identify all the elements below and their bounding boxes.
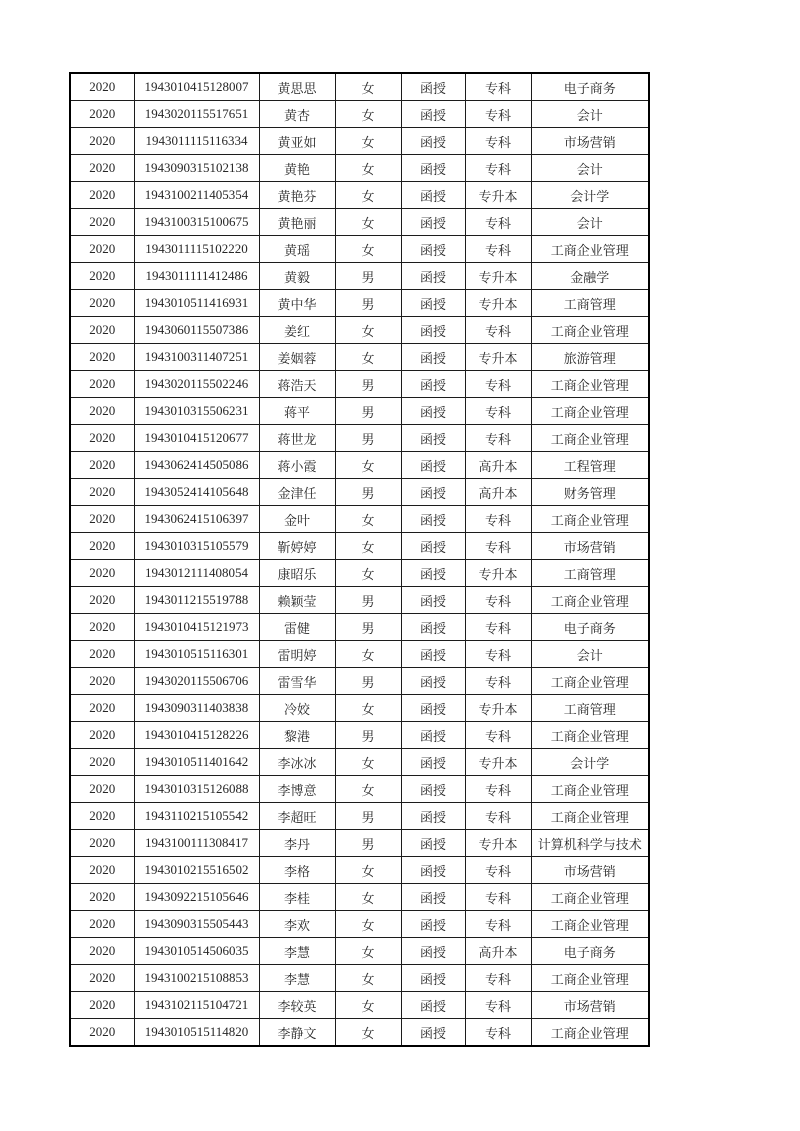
cell-student-id: 1943020115517651: [134, 101, 259, 128]
cell-name: 雷明婷: [259, 641, 335, 668]
cell-level: 专升本: [465, 344, 531, 371]
cell-name: 李慧: [259, 965, 335, 992]
cell-gender: 女: [335, 965, 401, 992]
cell-major: 工商管理: [531, 290, 649, 317]
cell-level: 专科: [465, 425, 531, 452]
cell-level: 专科: [465, 1019, 531, 1047]
cell-name: 李静文: [259, 1019, 335, 1047]
cell-student-id: 1943100211405354: [134, 182, 259, 209]
table-row: [70, 479, 649, 506]
cell-gender: 女: [335, 992, 401, 1019]
cell-major: 市场营销: [531, 533, 649, 560]
table-row: [70, 695, 649, 722]
cell-level: 专升本: [465, 263, 531, 290]
cell-study-mode: 函授: [401, 128, 465, 155]
table-row: [70, 425, 649, 452]
cell-year: 2020: [70, 1019, 134, 1047]
cell-year: 2020: [70, 587, 134, 614]
table-row: [70, 992, 649, 1019]
cell-study-mode: 函授: [401, 263, 465, 290]
cell-student-id: 1943010315126088: [134, 776, 259, 803]
table-row: [70, 155, 649, 182]
cell-year: 2020: [70, 992, 134, 1019]
cell-level: 专科: [465, 398, 531, 425]
cell-student-id: 1943010415128007: [134, 73, 259, 101]
cell-year: 2020: [70, 452, 134, 479]
cell-study-mode: 函授: [401, 857, 465, 884]
table-row: [70, 317, 649, 344]
cell-level: 高升本: [465, 938, 531, 965]
cell-student-id: 1943100111308417: [134, 830, 259, 857]
table-row: [70, 776, 649, 803]
cell-year: 2020: [70, 965, 134, 992]
cell-level: 专升本: [465, 830, 531, 857]
cell-major: 市场营销: [531, 128, 649, 155]
cell-major: 工程管理: [531, 452, 649, 479]
cell-level: 专升本: [465, 182, 531, 209]
table-row: [70, 668, 649, 695]
cell-year: 2020: [70, 263, 134, 290]
cell-student-id: 1943011215519788: [134, 587, 259, 614]
cell-name: 赖颖莹: [259, 587, 335, 614]
student-enrollment-table: [69, 72, 650, 1047]
table-row: [70, 614, 649, 641]
table-row: [70, 236, 649, 263]
cell-study-mode: 函授: [401, 749, 465, 776]
table-row: [70, 965, 649, 992]
cell-major: 工商企业管理: [531, 965, 649, 992]
cell-study-mode: 函授: [401, 776, 465, 803]
cell-name: 康昭乐: [259, 560, 335, 587]
cell-name: 姜姻蓉: [259, 344, 335, 371]
cell-level: 专科: [465, 722, 531, 749]
cell-gender: 男: [335, 479, 401, 506]
cell-major: 电子商务: [531, 614, 649, 641]
cell-student-id: 1943010215516502: [134, 857, 259, 884]
cell-gender: 女: [335, 182, 401, 209]
cell-student-id: 1943010315506231: [134, 398, 259, 425]
cell-major: 工商管理: [531, 560, 649, 587]
cell-level: 专科: [465, 641, 531, 668]
cell-student-id: 1943090315102138: [134, 155, 259, 182]
cell-major: 财务管理: [531, 479, 649, 506]
cell-level: 专科: [465, 101, 531, 128]
cell-name: 金叶: [259, 506, 335, 533]
cell-gender: 女: [335, 1019, 401, 1047]
cell-name: 蒋平: [259, 398, 335, 425]
cell-name: 黄杏: [259, 101, 335, 128]
cell-study-mode: 函授: [401, 371, 465, 398]
cell-name: 黄思思: [259, 73, 335, 101]
cell-major: 工商企业管理: [531, 668, 649, 695]
cell-level: 专升本: [465, 695, 531, 722]
cell-gender: 女: [335, 533, 401, 560]
cell-gender: 男: [335, 371, 401, 398]
cell-level: 专科: [465, 668, 531, 695]
cell-level: 专科: [465, 992, 531, 1019]
cell-major: 电子商务: [531, 73, 649, 101]
cell-study-mode: 函授: [401, 668, 465, 695]
cell-student-id: 1943011115116334: [134, 128, 259, 155]
cell-level: 专科: [465, 317, 531, 344]
cell-gender: 女: [335, 857, 401, 884]
cell-major: 金融学: [531, 263, 649, 290]
cell-student-id: 1943010415120677: [134, 425, 259, 452]
cell-study-mode: 函授: [401, 938, 465, 965]
cell-gender: 女: [335, 236, 401, 263]
cell-level: 专科: [465, 73, 531, 101]
cell-student-id: 1943062415106397: [134, 506, 259, 533]
cell-student-id: 1943100311407251: [134, 344, 259, 371]
cell-study-mode: 函授: [401, 722, 465, 749]
cell-level: 高升本: [465, 452, 531, 479]
cell-level: 专科: [465, 911, 531, 938]
cell-year: 2020: [70, 749, 134, 776]
cell-student-id: 1943052414105648: [134, 479, 259, 506]
cell-year: 2020: [70, 317, 134, 344]
table-row: [70, 857, 649, 884]
cell-gender: 女: [335, 695, 401, 722]
cell-name: 蒋世龙: [259, 425, 335, 452]
cell-year: 2020: [70, 857, 134, 884]
cell-study-mode: 函授: [401, 155, 465, 182]
cell-name: 黄艳芬: [259, 182, 335, 209]
cell-study-mode: 函授: [401, 479, 465, 506]
cell-name: 李博意: [259, 776, 335, 803]
cell-gender: 女: [335, 317, 401, 344]
cell-gender: 男: [335, 263, 401, 290]
cell-study-mode: 函授: [401, 884, 465, 911]
table-row: [70, 803, 649, 830]
cell-gender: 女: [335, 344, 401, 371]
cell-name: 李较英: [259, 992, 335, 1019]
cell-major: 工商企业管理: [531, 506, 649, 533]
table-row: [70, 587, 649, 614]
cell-study-mode: 函授: [401, 830, 465, 857]
cell-gender: 女: [335, 452, 401, 479]
cell-year: 2020: [70, 722, 134, 749]
cell-name: 蒋小霞: [259, 452, 335, 479]
cell-study-mode: 函授: [401, 965, 465, 992]
cell-gender: 女: [335, 128, 401, 155]
table-row: [70, 73, 649, 101]
table-row: [70, 560, 649, 587]
cell-student-id: 1943060115507386: [134, 317, 259, 344]
cell-year: 2020: [70, 182, 134, 209]
cell-study-mode: 函授: [401, 236, 465, 263]
cell-name: 李慧: [259, 938, 335, 965]
table-row: [70, 938, 649, 965]
cell-major: 工商企业管理: [531, 722, 649, 749]
cell-study-mode: 函授: [401, 73, 465, 101]
cell-level: 专科: [465, 614, 531, 641]
cell-student-id: 1943090311403838: [134, 695, 259, 722]
table-row: [70, 371, 649, 398]
table-row: [70, 641, 649, 668]
cell-student-id: 1943010515116301: [134, 641, 259, 668]
cell-gender: 男: [335, 425, 401, 452]
cell-major: 工商企业管理: [531, 236, 649, 263]
cell-gender: 男: [335, 614, 401, 641]
table-row: [70, 290, 649, 317]
cell-level: 专科: [465, 857, 531, 884]
cell-level: 专科: [465, 155, 531, 182]
cell-study-mode: 函授: [401, 560, 465, 587]
table-row: [70, 1019, 649, 1047]
cell-major: 会计: [531, 155, 649, 182]
cell-name: 冷姣: [259, 695, 335, 722]
cell-student-id: 1943012111408054: [134, 560, 259, 587]
cell-year: 2020: [70, 236, 134, 263]
cell-student-id: 1943010511416931: [134, 290, 259, 317]
cell-student-id: 1943092215105646: [134, 884, 259, 911]
cell-name: 黄艳丽: [259, 209, 335, 236]
cell-name: 黄艳: [259, 155, 335, 182]
cell-gender: 女: [335, 560, 401, 587]
cell-name: 李格: [259, 857, 335, 884]
cell-study-mode: 函授: [401, 317, 465, 344]
cell-student-id: 1943010315105579: [134, 533, 259, 560]
cell-year: 2020: [70, 533, 134, 560]
cell-study-mode: 函授: [401, 425, 465, 452]
table-row: [70, 344, 649, 371]
cell-year: 2020: [70, 803, 134, 830]
cell-gender: 女: [335, 155, 401, 182]
table-row: [70, 722, 649, 749]
cell-level: 专科: [465, 533, 531, 560]
cell-student-id: 1943011115102220: [134, 236, 259, 263]
cell-study-mode: 函授: [401, 398, 465, 425]
cell-gender: 女: [335, 884, 401, 911]
cell-student-id: 1943010511401642: [134, 749, 259, 776]
cell-year: 2020: [70, 209, 134, 236]
table-row: [70, 101, 649, 128]
table-row: [70, 452, 649, 479]
table-row: [70, 263, 649, 290]
cell-name: 黄亚如: [259, 128, 335, 155]
cell-level: 专科: [465, 776, 531, 803]
cell-major: 工商企业管理: [531, 1019, 649, 1047]
table-row: [70, 533, 649, 560]
cell-major: 工商企业管理: [531, 803, 649, 830]
cell-study-mode: 函授: [401, 182, 465, 209]
table-row: [70, 182, 649, 209]
cell-gender: 女: [335, 73, 401, 101]
cell-major: 会计: [531, 209, 649, 236]
cell-gender: 男: [335, 722, 401, 749]
cell-year: 2020: [70, 911, 134, 938]
cell-gender: 男: [335, 290, 401, 317]
cell-major: 会计: [531, 641, 649, 668]
cell-major: 工商管理: [531, 695, 649, 722]
cell-major: 工商企业管理: [531, 776, 649, 803]
cell-study-mode: 函授: [401, 344, 465, 371]
cell-gender: 男: [335, 398, 401, 425]
cell-level: 专科: [465, 506, 531, 533]
cell-major: 会计学: [531, 749, 649, 776]
cell-gender: 女: [335, 749, 401, 776]
table-row: [70, 884, 649, 911]
cell-gender: 男: [335, 668, 401, 695]
cell-name: 李桂: [259, 884, 335, 911]
cell-level: 专升本: [465, 290, 531, 317]
cell-year: 2020: [70, 776, 134, 803]
cell-student-id: 1943020115506706: [134, 668, 259, 695]
cell-year: 2020: [70, 73, 134, 101]
cell-major: 工商企业管理: [531, 425, 649, 452]
cell-name: 黎港: [259, 722, 335, 749]
cell-student-id: 1943100215108853: [134, 965, 259, 992]
cell-year: 2020: [70, 290, 134, 317]
cell-student-id: 1943090315505443: [134, 911, 259, 938]
table-row: [70, 749, 649, 776]
cell-name: 黄中华: [259, 290, 335, 317]
cell-study-mode: 函授: [401, 992, 465, 1019]
cell-student-id: 1943010514506035: [134, 938, 259, 965]
cell-year: 2020: [70, 344, 134, 371]
cell-name: 黄瑶: [259, 236, 335, 263]
cell-major: 市场营销: [531, 992, 649, 1019]
cell-student-id: 1943010415121973: [134, 614, 259, 641]
cell-study-mode: 函授: [401, 911, 465, 938]
cell-year: 2020: [70, 425, 134, 452]
cell-gender: 女: [335, 776, 401, 803]
table-row: [70, 506, 649, 533]
cell-name: 蒋浩天: [259, 371, 335, 398]
cell-name: 黄毅: [259, 263, 335, 290]
cell-level: 专科: [465, 884, 531, 911]
cell-year: 2020: [70, 128, 134, 155]
cell-study-mode: 函授: [401, 695, 465, 722]
cell-major: 电子商务: [531, 938, 649, 965]
cell-study-mode: 函授: [401, 533, 465, 560]
cell-year: 2020: [70, 938, 134, 965]
table-row: [70, 398, 649, 425]
cell-study-mode: 函授: [401, 452, 465, 479]
cell-major: 会计: [531, 101, 649, 128]
cell-year: 2020: [70, 830, 134, 857]
cell-student-id: 1943010515114820: [134, 1019, 259, 1047]
cell-name: 李欢: [259, 911, 335, 938]
cell-year: 2020: [70, 101, 134, 128]
cell-student-id: 1943062414505086: [134, 452, 259, 479]
cell-gender: 男: [335, 803, 401, 830]
cell-major: 工商企业管理: [531, 587, 649, 614]
table-row: [70, 128, 649, 155]
cell-student-id: 1943110215105542: [134, 803, 259, 830]
cell-major: 会计学: [531, 182, 649, 209]
cell-major: 工商企业管理: [531, 371, 649, 398]
cell-name: 李冰冰: [259, 749, 335, 776]
cell-student-id: 1943010415128226: [134, 722, 259, 749]
cell-study-mode: 函授: [401, 209, 465, 236]
cell-major: 计算机科学与技术: [531, 830, 649, 857]
cell-level: 专科: [465, 128, 531, 155]
cell-year: 2020: [70, 560, 134, 587]
cell-year: 2020: [70, 506, 134, 533]
cell-year: 2020: [70, 479, 134, 506]
cell-gender: 女: [335, 209, 401, 236]
cell-level: 专升本: [465, 749, 531, 776]
cell-year: 2020: [70, 371, 134, 398]
cell-gender: 男: [335, 830, 401, 857]
cell-major: 工商企业管理: [531, 317, 649, 344]
cell-study-mode: 函授: [401, 587, 465, 614]
cell-gender: 女: [335, 911, 401, 938]
table-row: [70, 911, 649, 938]
cell-major: 工商企业管理: [531, 911, 649, 938]
cell-major: 旅游管理: [531, 344, 649, 371]
cell-year: 2020: [70, 398, 134, 425]
cell-name: 李丹: [259, 830, 335, 857]
cell-year: 2020: [70, 884, 134, 911]
cell-year: 2020: [70, 668, 134, 695]
cell-gender: 女: [335, 101, 401, 128]
cell-major: 工商企业管理: [531, 398, 649, 425]
cell-study-mode: 函授: [401, 641, 465, 668]
cell-student-id: 1943011111412486: [134, 263, 259, 290]
cell-study-mode: 函授: [401, 506, 465, 533]
cell-year: 2020: [70, 695, 134, 722]
table-row: [70, 830, 649, 857]
cell-major: 市场营销: [531, 857, 649, 884]
cell-year: 2020: [70, 614, 134, 641]
cell-gender: 女: [335, 641, 401, 668]
cell-name: 姜红: [259, 317, 335, 344]
table-body: [70, 73, 649, 1046]
cell-name: 靳婷婷: [259, 533, 335, 560]
cell-level: 专科: [465, 236, 531, 263]
cell-level: 专科: [465, 803, 531, 830]
cell-level: 专科: [465, 965, 531, 992]
cell-study-mode: 函授: [401, 290, 465, 317]
cell-year: 2020: [70, 155, 134, 182]
cell-level: 专科: [465, 371, 531, 398]
cell-name: 李超旺: [259, 803, 335, 830]
cell-study-mode: 函授: [401, 803, 465, 830]
cell-name: 雷健: [259, 614, 335, 641]
cell-gender: 男: [335, 587, 401, 614]
cell-study-mode: 函授: [401, 614, 465, 641]
cell-study-mode: 函授: [401, 1019, 465, 1047]
cell-name: 金津任: [259, 479, 335, 506]
cell-gender: 女: [335, 506, 401, 533]
cell-gender: 女: [335, 938, 401, 965]
cell-student-id: 1943100315100675: [134, 209, 259, 236]
cell-level: 专科: [465, 209, 531, 236]
cell-level: 专升本: [465, 560, 531, 587]
cell-study-mode: 函授: [401, 101, 465, 128]
cell-level: 高升本: [465, 479, 531, 506]
cell-year: 2020: [70, 641, 134, 668]
cell-major: 工商企业管理: [531, 884, 649, 911]
cell-level: 专科: [465, 587, 531, 614]
table-row: [70, 209, 649, 236]
cell-student-id: 1943020115502246: [134, 371, 259, 398]
cell-student-id: 1943102115104721: [134, 992, 259, 1019]
cell-name: 雷雪华: [259, 668, 335, 695]
